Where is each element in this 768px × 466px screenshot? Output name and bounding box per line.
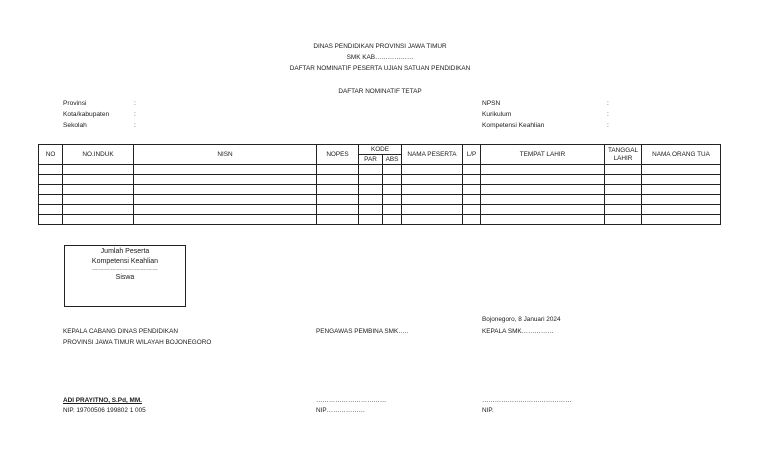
table-cell	[642, 195, 721, 205]
table-cell	[383, 165, 402, 175]
table-cell	[134, 195, 317, 205]
table-cell	[605, 215, 642, 225]
place-date: Bojonegoro, 8 Januari 2024	[482, 316, 561, 323]
info-label-sekolah: Sekolah	[63, 122, 87, 129]
table-cell	[402, 195, 463, 205]
table-row	[39, 195, 721, 205]
table-cell	[402, 205, 463, 215]
table-cell	[359, 205, 383, 215]
table-cell	[63, 205, 134, 215]
table-cell	[383, 175, 402, 185]
table-cell	[134, 165, 317, 175]
table-cell	[402, 185, 463, 195]
col-header-nama-peserta: NAMA PESERTA	[402, 145, 463, 165]
info-sep: :	[134, 111, 136, 118]
info-sep: :	[607, 122, 609, 129]
table-cell	[39, 175, 63, 185]
agency-title: DINAS PENDIDIKAN PROVINSI JAWA TIMUR	[313, 43, 447, 50]
nominative-table	[38, 144, 721, 225]
table-cell	[642, 215, 721, 225]
table-cell	[317, 185, 359, 195]
mid-signer-title: PENGAWAS PEMBINA SMK…..	[316, 328, 409, 335]
table-cell	[63, 195, 134, 205]
table-cell	[481, 165, 605, 175]
left-signer-title-1: KEPALA CABANG DINAS PENDIDIKAN	[63, 328, 178, 335]
info-sep: :	[134, 100, 136, 107]
table-cell	[605, 165, 642, 175]
summary-line-1: Jumlah Peserta	[100, 248, 150, 255]
table-cell	[317, 195, 359, 205]
table-cell	[134, 205, 317, 215]
table-cell	[605, 195, 642, 205]
col-header-lahir: LAHIR	[613, 154, 633, 162]
table-cell	[359, 195, 383, 205]
col-header-abs: ABS	[383, 155, 402, 165]
table-cell	[642, 175, 721, 185]
table-cell	[63, 175, 134, 185]
table-cell	[463, 205, 481, 215]
col-header-nisn: NISN	[134, 145, 317, 165]
left-signer-nip: NIP. 19700506 199802 1 005	[63, 407, 146, 414]
col-header-tanggal-lahir	[605, 145, 642, 165]
table-cell	[481, 175, 605, 185]
table-cell	[481, 185, 605, 195]
table-cell	[481, 215, 605, 225]
table-cell	[359, 165, 383, 175]
table-cell	[134, 175, 317, 185]
info-sep: :	[607, 100, 609, 107]
right-signer-title: KEPALA SMK……………	[482, 328, 554, 335]
info-sep: :	[607, 111, 609, 118]
col-header-tanggal: TANGGAL	[607, 146, 639, 154]
table-row	[39, 175, 721, 185]
table-cell	[605, 175, 642, 185]
table-cell	[317, 165, 359, 175]
table-cell	[463, 165, 481, 175]
table-cell	[39, 195, 63, 205]
info-label-kompetensi: Kompetensi Keahlian	[482, 122, 545, 129]
summary-line-2: Kompetensi Keahlian	[91, 257, 159, 265]
table-cell	[642, 165, 721, 175]
info-label-kurikulum: Kurikulum	[482, 111, 512, 118]
table-row	[39, 215, 721, 225]
table-row	[39, 185, 721, 195]
table-row	[39, 205, 721, 215]
table-cell	[402, 175, 463, 185]
col-header-tempat-lahir: TEMPAT LAHIR	[481, 145, 605, 165]
table-cell	[134, 185, 317, 195]
table-cell	[402, 215, 463, 225]
table-cell	[481, 205, 605, 215]
table-cell	[39, 165, 63, 175]
table-cell	[359, 215, 383, 225]
right-signer-name: ……………………………………	[482, 397, 572, 404]
table-cell	[39, 185, 63, 195]
left-signer-title-2: PROVINSI JAWA TIMUR WILAYAH BOJONEGORO	[63, 339, 212, 346]
table-cell	[463, 215, 481, 225]
col-header-par: PAR	[359, 155, 383, 165]
table-cell	[317, 205, 359, 215]
table-cell	[63, 165, 134, 175]
col-header-kode: KODE	[359, 145, 402, 155]
col-header-nopes: NOPES	[317, 145, 359, 165]
mid-signer-name: ……………………………	[316, 397, 387, 404]
info-sep: :	[134, 122, 136, 129]
participant-summary-box	[64, 245, 186, 307]
table-cell	[642, 185, 721, 195]
table-cell	[63, 185, 134, 195]
document-title: DAFTAR NOMINATIF PESERTA UJIAN SATUAN PENDIDIKAN	[289, 65, 471, 72]
table-cell	[463, 195, 481, 205]
table-cell	[463, 175, 481, 185]
summary-unit: Siswa	[115, 274, 135, 281]
left-signer-name: ADI PRAYITNO, S.Pd, MM.	[63, 397, 142, 404]
table-cell	[463, 185, 481, 195]
table-cell	[39, 215, 63, 225]
col-header-no: NO	[39, 145, 63, 165]
table-cell	[317, 175, 359, 185]
table-cell	[481, 195, 605, 205]
table-cell	[605, 205, 642, 215]
col-header-nama-orang-tua: NAMA ORANG TUA	[642, 145, 721, 165]
col-header-no-induk: NO.INDUK	[63, 145, 134, 165]
info-label-provinsi: Provinsi	[63, 100, 87, 107]
col-header-lp: L/P	[463, 145, 481, 165]
document-subtitle: DAFTAR NOMINATIF TETAP	[338, 88, 422, 95]
table-cell	[402, 165, 463, 175]
table-cell	[359, 185, 383, 195]
table-cell	[642, 205, 721, 215]
info-label-kota: Kota/kabupaten	[63, 111, 110, 118]
table-row	[39, 165, 721, 175]
table-cell	[383, 185, 402, 195]
school-title: SMK KAB………………	[346, 54, 414, 61]
table-cell	[63, 215, 134, 225]
table-cell	[605, 185, 642, 195]
table-cell	[383, 215, 402, 225]
table-cell	[39, 205, 63, 215]
table-cell	[317, 215, 359, 225]
right-signer-nip: NIP.	[482, 407, 494, 414]
table-cell	[359, 175, 383, 185]
table-cell	[134, 215, 317, 225]
summary-dots: ……………………………	[92, 266, 158, 272]
mid-signer-nip: NIP………………	[316, 407, 365, 414]
table-cell	[383, 195, 402, 205]
info-label-npsn: NPSN	[482, 100, 501, 107]
table-cell	[383, 205, 402, 215]
